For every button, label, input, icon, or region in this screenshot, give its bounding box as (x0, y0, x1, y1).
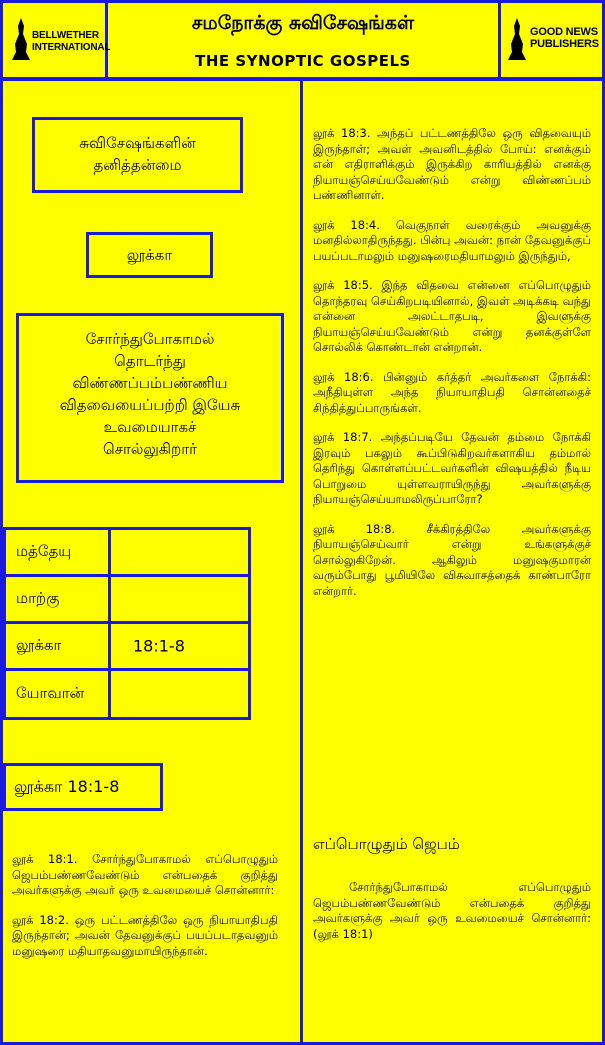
table-row-book: மத்தேயு (3, 527, 111, 577)
summary-box (16, 313, 284, 483)
verse-18-5: லூக் 18:5. இந்த விதவை என்னை எப்பொழுதும் தொந்தரவு செய்கிறபடியினால், இவள் அடிக்கடி வந்து என்னை அலட்டாதபடி, இவளுக்கு நியாயஞ்செய்யவேண்டும் என்று தனக்குள்ளே சொல்லிக் கொண்டான் என்றான். (313, 278, 591, 354)
header-title-tamil: சமநோக்கு சுவிசேஷங்கள் (191, 12, 415, 34)
summary-line-1: சோர்ந்துபோகாமல் (85, 330, 215, 348)
verse-18-8: லூக் 18:8. சீக்கிரத்திலே அவர்களுக்கு நியாயஞ்செய்வார் என்று உங்களுக்குச் சொல்லுகிறேன். ஆகிலும் மனுஷகுமாரன் வரும்போது பூமியிலே விசுவாசத்தைக் காண்பாரோ என்றார். (313, 521, 591, 598)
good-news-logo (506, 12, 600, 70)
verse-18-7: லூக் 18:7. அந்தப்படியே தேவன் தம்மை நோக்கி இரவும் பகலும் கூப்பிடுகிறவர்களாகிய தம்மால் தெரிந்து கொள்ளப்பட்டவர்களின் விஷயத்தில் நீடிய பொறுமை யுள்ளவராயிருந்து அவர்களுக்கு நியாயஞ்செய்யாமலிருப்பாரோ? (313, 430, 591, 506)
summary-line-3: விண்ணப்பம்பண்ணிய (72, 374, 228, 392)
verse-18-4: லூக் 18:4. வெகுநாள் வரைக்கும் அவனுக்கு மனதில்லாதிருந்தது. பின்பு அவன்: நான் தேவனுக்குப் பயப்படாமலும் மனுஷரைமதியாமலும் இருந்தும், (313, 217, 591, 263)
left-verses (12, 852, 278, 973)
summary-line-5: உவமையாகச் (103, 418, 197, 436)
verse-18-3: லூக் 18:3. அந்தப் பட்டணத்திலே ஒரு விதவையும் இருந்தாள்; அவள் அவனிடத்தில் போய்: எனக்கும் என் எதிராளிக்கும் இருக்கிற காரியத்தில் எனக்கு நியாயஞ்செய்யவேண்டும் என்று விண்ணப்பம் பண்ணினாள். (313, 126, 591, 202)
right-logo-line2: PUBLISHERS (530, 38, 599, 50)
summary-line-6: சொல்லுகிறார் (103, 440, 197, 458)
passage-ref: லூக்கா 18:1-8 (14, 777, 120, 796)
verse-18-6: லூக் 18:6. பின்னும் கர்த்தர் அவர்களை நோக்கி: அநீதியுள்ள அந்த நியாயாதிபதி சொன்னதைச் சிந்தித்துப்பாருங்கள். (313, 369, 591, 415)
verse-18-1: லூக் 18:1. சோர்ந்துபோகாமல் எப்பொழுதும் ஜெபம்பண்ணவேண்டும் என்பதைக் குறித்து அவர்களுக்கு அவர் ஒரு உவமையைச் சொன்னார்: (12, 852, 278, 897)
passage-ref-box (3, 763, 163, 811)
gospel-name: லூக்கா (126, 246, 173, 264)
table-row-book: யோவான் (3, 668, 111, 720)
good-news-logo-icon (506, 16, 528, 62)
table-row-book: மாற்கு (3, 574, 111, 624)
theme-heading: எப்பொழுதும் ஜெபம் (313, 835, 460, 853)
bellwether-logo (8, 12, 111, 70)
table-row-ref (108, 527, 251, 577)
feature-line-1: சுவிசேஷங்களின் (79, 134, 196, 152)
left-logo-line2: INTERNATIONAL (32, 42, 111, 53)
summary-line-2: தொடர்ந்து (114, 352, 186, 370)
right-verses (313, 126, 591, 613)
feature-line-2: தனித்தன்மை (93, 156, 182, 174)
right-logo-line1: GOOD NEWS (530, 26, 598, 38)
left-logo-line1: BELLWETHER (32, 30, 99, 41)
theme-text: சோர்ந்துபோகாமல் எப்பொழுதும் ஜெபம்பண்ணவேண்டும் என்பதைக் குறித்து அவர்களுக்கு அவர் ஒரு உவமையைச் சொன்னார்: (லூக் 18:1) (313, 880, 591, 941)
feature-box (32, 117, 243, 193)
table-row-book: லூக்கா (3, 621, 111, 671)
header-title-english: THE SYNOPTIC GOSPELS (195, 52, 411, 70)
verse-18-2: லூக் 18:2. ஒரு பட்டணத்திலே ஒரு நியாயாதிபதி இருந்தான்; அவன் தேவனுக்குப் பயப்படாதவனும் மனுஷரை மதியாதவனுமாயிருந்தான். (12, 912, 278, 958)
table-row-ref (108, 668, 251, 720)
summary-line-4: விதவையைப்பற்றி இயேசு (59, 396, 241, 414)
table-row-ref (108, 574, 251, 624)
bellwether-logo-icon (8, 16, 34, 62)
table-row-ref: 18:1-8 (108, 621, 251, 671)
gospel-name-box (86, 232, 213, 278)
